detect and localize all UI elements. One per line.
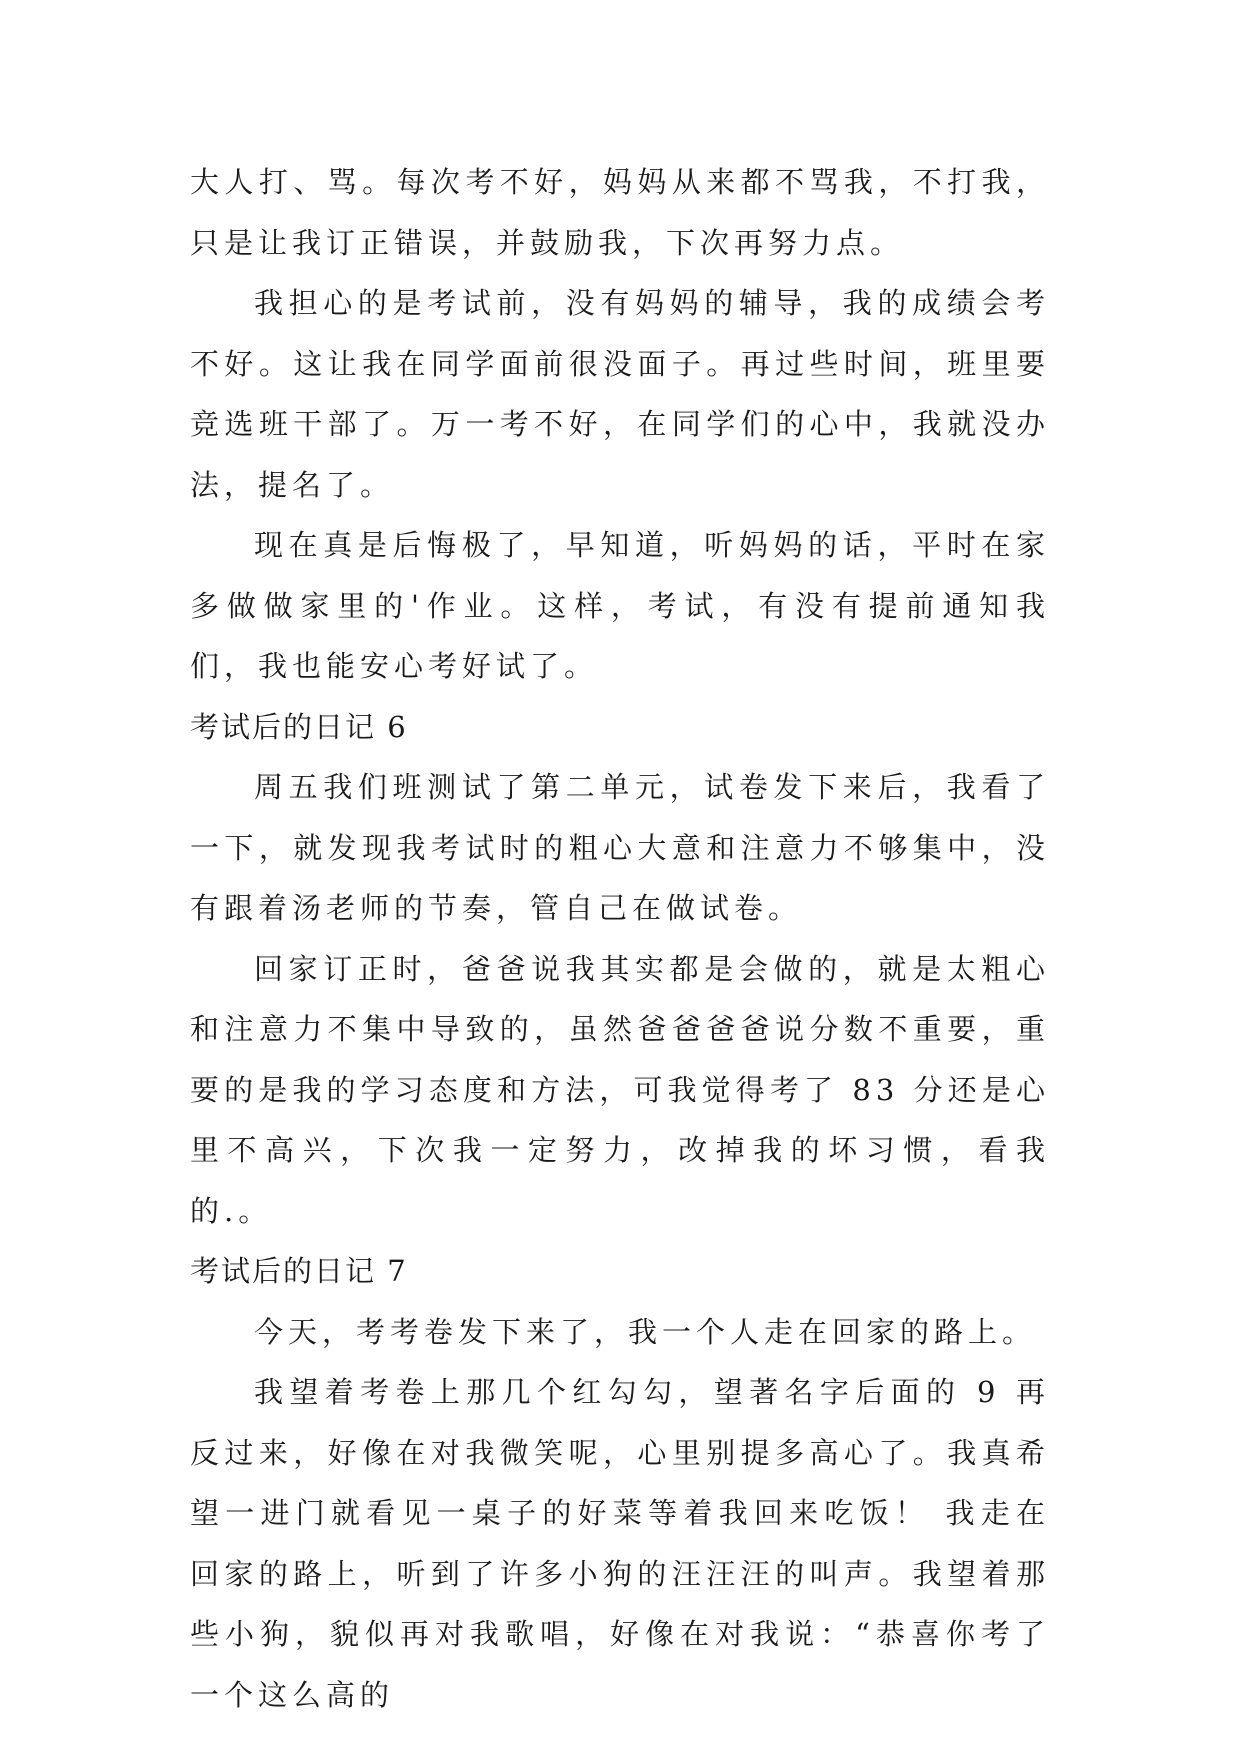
- paragraph: 今天，考考卷发下来了，我一个人走在回家的路上。: [254, 1314, 1037, 1349]
- paragraph: 我担心的是考试前，没有妈妈的辅导，我的成绩会考不好。这让我在同学面前很没面子。再过些时间，班里要竞选班干部了。万一考不好，在同学们的心中，我就没办法，提名了。: [190, 286, 1050, 502]
- paragraph: 大人打、骂。每次考不好，妈妈从来都不骂我，不打我，只是让我订正错误，并鼓励我，下次再努力点。: [190, 165, 1050, 260]
- paragraph: 现在真是后悔极了，早知道，听妈妈的话，平时在家多做做家里的'作业。这样，考试，有没有提前通知我们，我也能安心考好试了。: [190, 528, 1050, 683]
- paragraph: 周五我们班测试了第二单元，试卷发下来后，我看了一下，就发现我考试时的粗心大意和注意力不够集中，没有跟着汤老师的节奏，管自己在做试卷。: [190, 770, 1050, 925]
- section-heading: 考试后的日记 7: [190, 1254, 408, 1288]
- document-page: [190, 152, 1050, 1725]
- paragraph: 回家订正时，爸爸说我其实都是会做的，就是太粗心和注意力不集中导致的，虽然爸爸爸爸说分数不重要，重要的是我的学习态度和方法，可我觉得考了 83 分还是心里不高兴，下次我一定努力，改掉我的坏习惯，看我的.。: [190, 951, 1050, 1228]
- section-heading: 考试后的日记 6: [190, 709, 408, 744]
- paragraph: 我望着考卷上那几个红勾勾，望著名字后面的 9 再反过来，好像在对我微笑呢，心里别提多高心了。我真希望一进门就看见一桌子的好菜等着我回来吃饭！ 我走在回家的路上，听到了许多小狗的汪汪汪的叫声。我望着那些小狗，貌似再对我歌唱，好像在对我说：“恭喜你考了一个这么高的: [190, 1375, 1050, 1712]
